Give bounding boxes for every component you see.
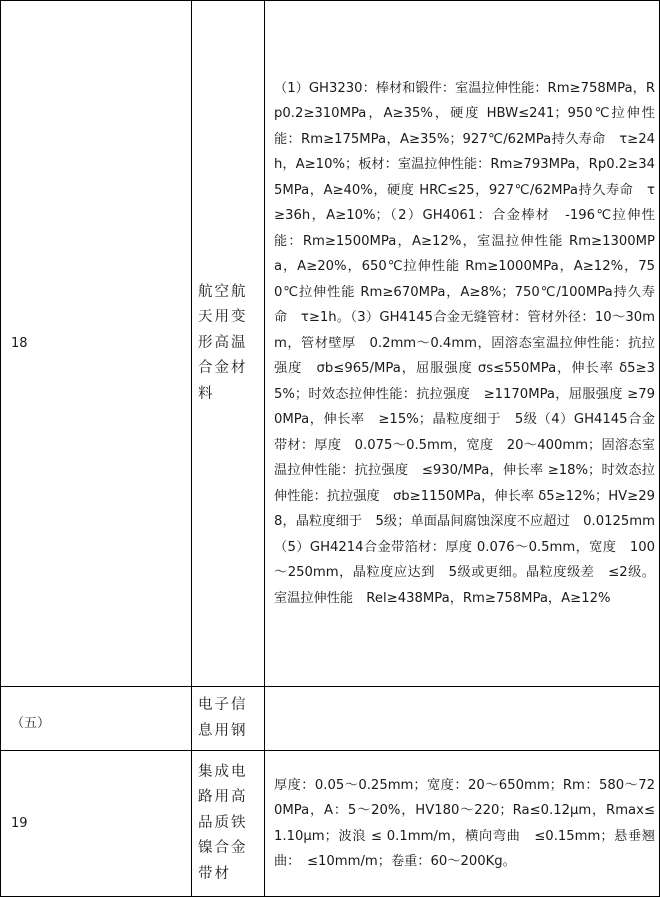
table-row-19	[1, 751, 660, 897]
spec-text: （1）GH3230：棒材和锻件：室温拉伸性能：Rm≥758MPa，Rp0.2≥310MPa，A≥35%，硬度 HBW≤241；950℃拉伸性能：Rm≥175MPa，A≥35%；927℃/62MPa持久寿命 τ≥24h，A≥10%；板材：室温拉伸性能：Rm≥793MPa，Rp0.2≥345MPa，A≥40%，硬度 HRC≤25，927℃/62MPa持久寿命 τ≥36h，A≥10%；（2）GH4061：合金棒材 -196℃拉伸性能：Rm≥1500MPa，A≥12%，室温拉伸性能 Rm≥1300MPa，A≥20%，650℃拉伸性能 Rm≥1000MPa，A≥12%，750℃拉伸性能 Rm≥670MPa，A≥8%；750℃/100MPa持久寿命 τ≥1h。（3）GH4145合金无缝管材：管材外径：10～30mm，管材壁厚 0.2mm～0.4mm，固溶态室温拉伸性能：抗拉强度 σb≤965/MPa，屈服强度 σs≤550MPa，伸长率 δ5≥35%；时效态拉伸性能：抗拉强度 ≥1170MPa，屈服强度 ≥790MPa，伸长率 ≥15%；晶粒度细于 5级（4）GH4145合金带材：厚度 0.075～0.5mm，宽度 20～400mm；固溶态室温拉伸性能：抗拉强度 ≤930/MPa，伸长率 ≥18%；时效态拉伸性能：抗拉强度 σb≥1150MPa，伸长率 δ5≥12%；HV≥298，晶粒度细于 5级；单面晶间腐蚀深度不应超过 0.0125mm（5）GH4214合金带箔材：厚度 0.076～0.5mm，宽度 100～250mm，晶粒度应达到 5级或更细。晶粒度级差 ≤2级。室温拉伸性能 Rel≥438MPa，Rm≥758MPa，A≥12%	[274, 80, 655, 606]
section-number-text: （五）	[11, 716, 51, 731]
section-number	[1, 687, 192, 751]
row-number	[1, 1, 192, 687]
material-name: 航空航天用变形高温合金材料	[198, 283, 248, 402]
section-name-cell	[192, 687, 265, 751]
material-name: 集成电路用高品质铁镍合金带材	[198, 763, 248, 882]
row-number-text: 18	[11, 336, 28, 351]
spec-cell	[265, 751, 660, 897]
row-number	[1, 751, 192, 897]
spec-text: 厚度：0.05～0.25mm；宽度：20～650mm；Rm：580～720MPa，A：5～20%，HV180～220；Ra≤0.12μm，Rmax≤1.10μm；波浪 ≤ 0.1mm/m，横向弯曲 ≤0.15mm；悬垂翘曲： ≤10mm/m；卷重：60～200Kg。	[274, 777, 655, 869]
row-number-text: 19	[11, 816, 28, 831]
table-row-section-5	[1, 687, 660, 751]
table-row-18	[1, 1, 660, 687]
section-spec-cell	[265, 687, 660, 751]
material-name-cell	[192, 1, 265, 687]
spec-cell	[265, 1, 660, 687]
section-name: 电子信息用钢	[198, 697, 248, 739]
material-name-cell	[192, 751, 265, 897]
